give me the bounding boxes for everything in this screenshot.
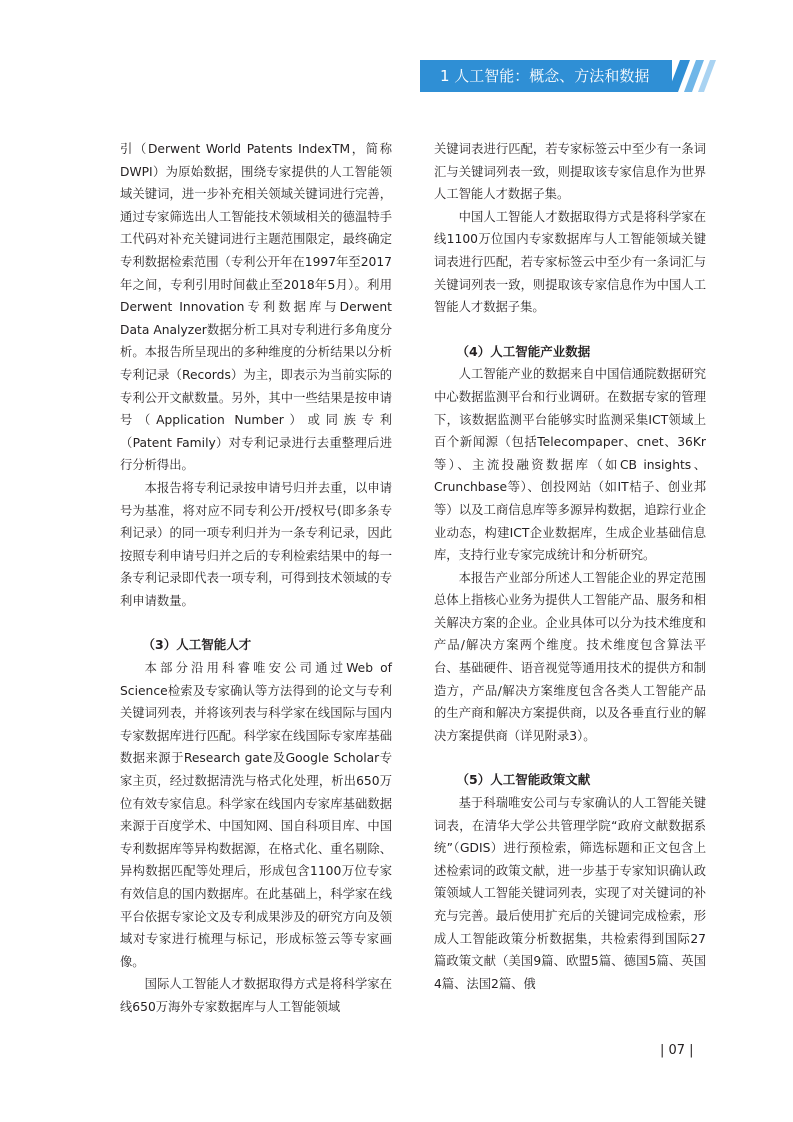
paragraph: 本部分沿用科睿唯安公司通过Web of Science检索及专家确认等方法得到的论文与专利关键词列表，并将该列表与科学家在线国际与国内专家数据库进行匹配。科学家在线国际专家库基础数据来源于Research gate及Google Scholar专家主页，经过数据清洗与格式化处理，析出650万位有效专家信息。科学家在线国内专家库基础数据来源于百度学术、中国知网、国自科项目库、中国专利数据库等异构数据源，在格式化、重名剔除、异构数据匹配等处理后，形成包含1100万位专家有效信息的国内数据库。在此基础上，科学家在线平台依据专家论文及专利成果涉及的研究方向及领域对专家进行梳理与标记，形成标签云等专家画像。 [120, 661, 392, 969]
paragraph: 关键词表进行匹配，若专家标签云中至少有一条词汇与关键词列表一致，则提取该专家信息作为世界人工智能人才数据子集。 [434, 142, 706, 202]
right-column [434, 138, 706, 995]
paragraph: 引（Derwent World Patents IndexTM，简称DWPI）为原始数据，围绕专家提供的人工智能领域关键词，进一步补充相关领域关键词进行完善，通过专家筛选出人工智能技术领域相关的德温特手工代码对补充关键词进行主题范围限定，最终确定专利数据检索范围（专利公开年在1997年至2017年之间，专利引用时间截止至2018年5月）。利用Derwent Innovation专利数据库与Derwent Data Analyzer数据分析工具对专利进行多角度分析。本报告所呈现出的多种维度的分析结果以分析专利记录（Records）为主，即表示为当前实际的专利公开文献数量。另外，其中一些结果是按申请号（Application Number）或同族专利（Patent Family）对专利记录进行去重整理后进行分析得出。 [120, 142, 392, 473]
page-number: | 07 | [660, 1043, 694, 1058]
paragraph: 国际人工智能人才数据取得方式是将科学家在线650万海外专家数据库与人工智能领域 [120, 977, 392, 1014]
paragraph: 人工智能产业的数据来自中国信通院数据研究中心数据监测平台和行业调研。在数据专家的管理下，该数据监测平台能够实时监测采集ICT领域上百个新闻源（包括Telecompaper、cnet、36Kr等）、主流投融资数据库（如CB insights、Crunchbase等）、创投网站（如IT桔子、创业邦等）以及工商信息库等多源异构数据，追踪行业企业动态，构建ICT企业数据库，生成企业基础信息库，支持行业专家完成统计和分析研究。 [434, 367, 706, 563]
section-heading-policy: （5）人工智能政策文献 [456, 772, 591, 788]
paragraph: 中国人工智能人才数据取得方式是将科学家在线1100万位国内专家数据库与人工智能领域关键词表进行匹配，若专家标签云中至少有一条词汇与关键词列表一致，则提取该专家信息作为中国人工智能人才数据子集。 [434, 209, 706, 315]
paragraph: 基于科瑞唯安公司与专家确认的人工智能关键词表，在清华大学公共管理学院“政府文献数据系统”（GDIS）进行预检索，筛选标题和正文包含上述检索词的政策文献，进一步基于专家知识确认政策领域人工智能关键词列表，实现了对关键词的补充与完善。最后使用扩充后的关键词完成检索，形成人工智能政策分析数据集，共检索得到国际27篇政策文献（美国9篇、欧盟5篇、德国5篇、英国4篇、法国2篇、俄 [434, 796, 706, 991]
section-heading-talent: （3）人工智能人才 [142, 637, 252, 653]
header-stripes-decoration [660, 60, 720, 92]
paragraph: 本报告产业部分所述人工智能企业的界定范围总体上指核心业务为提供人工智能产品、服务和相关解决方案的企业。企业具体可以分为技术维度和产品/解决方案两个维度。技术维度包含算法平台、基础硬件、语音视觉等通用技术的提供方和制造方，产品/解决方案维度包含各类人工智能产品的生产商和解决方案提供商，以及各垂直行业的解决方案提供商（详见附录3）。 [434, 570, 706, 743]
left-column [120, 138, 392, 1019]
section-heading-industry: （4）人工智能产业数据 [456, 343, 591, 359]
chapter-title: 1 人工智能：概念、方法和数据 [440, 67, 650, 85]
paragraph: 本报告将专利记录按申请号归并去重，以申请号为基准，将对应不同专利公开/授权号(即多条专利记录）的同一项专利归并为一条专利记录，因此按照专利申请号归并之后的专利检索结果中的每一条专利记录即代表一项专利，可得到技术领域的专利申请数量。 [120, 480, 392, 608]
